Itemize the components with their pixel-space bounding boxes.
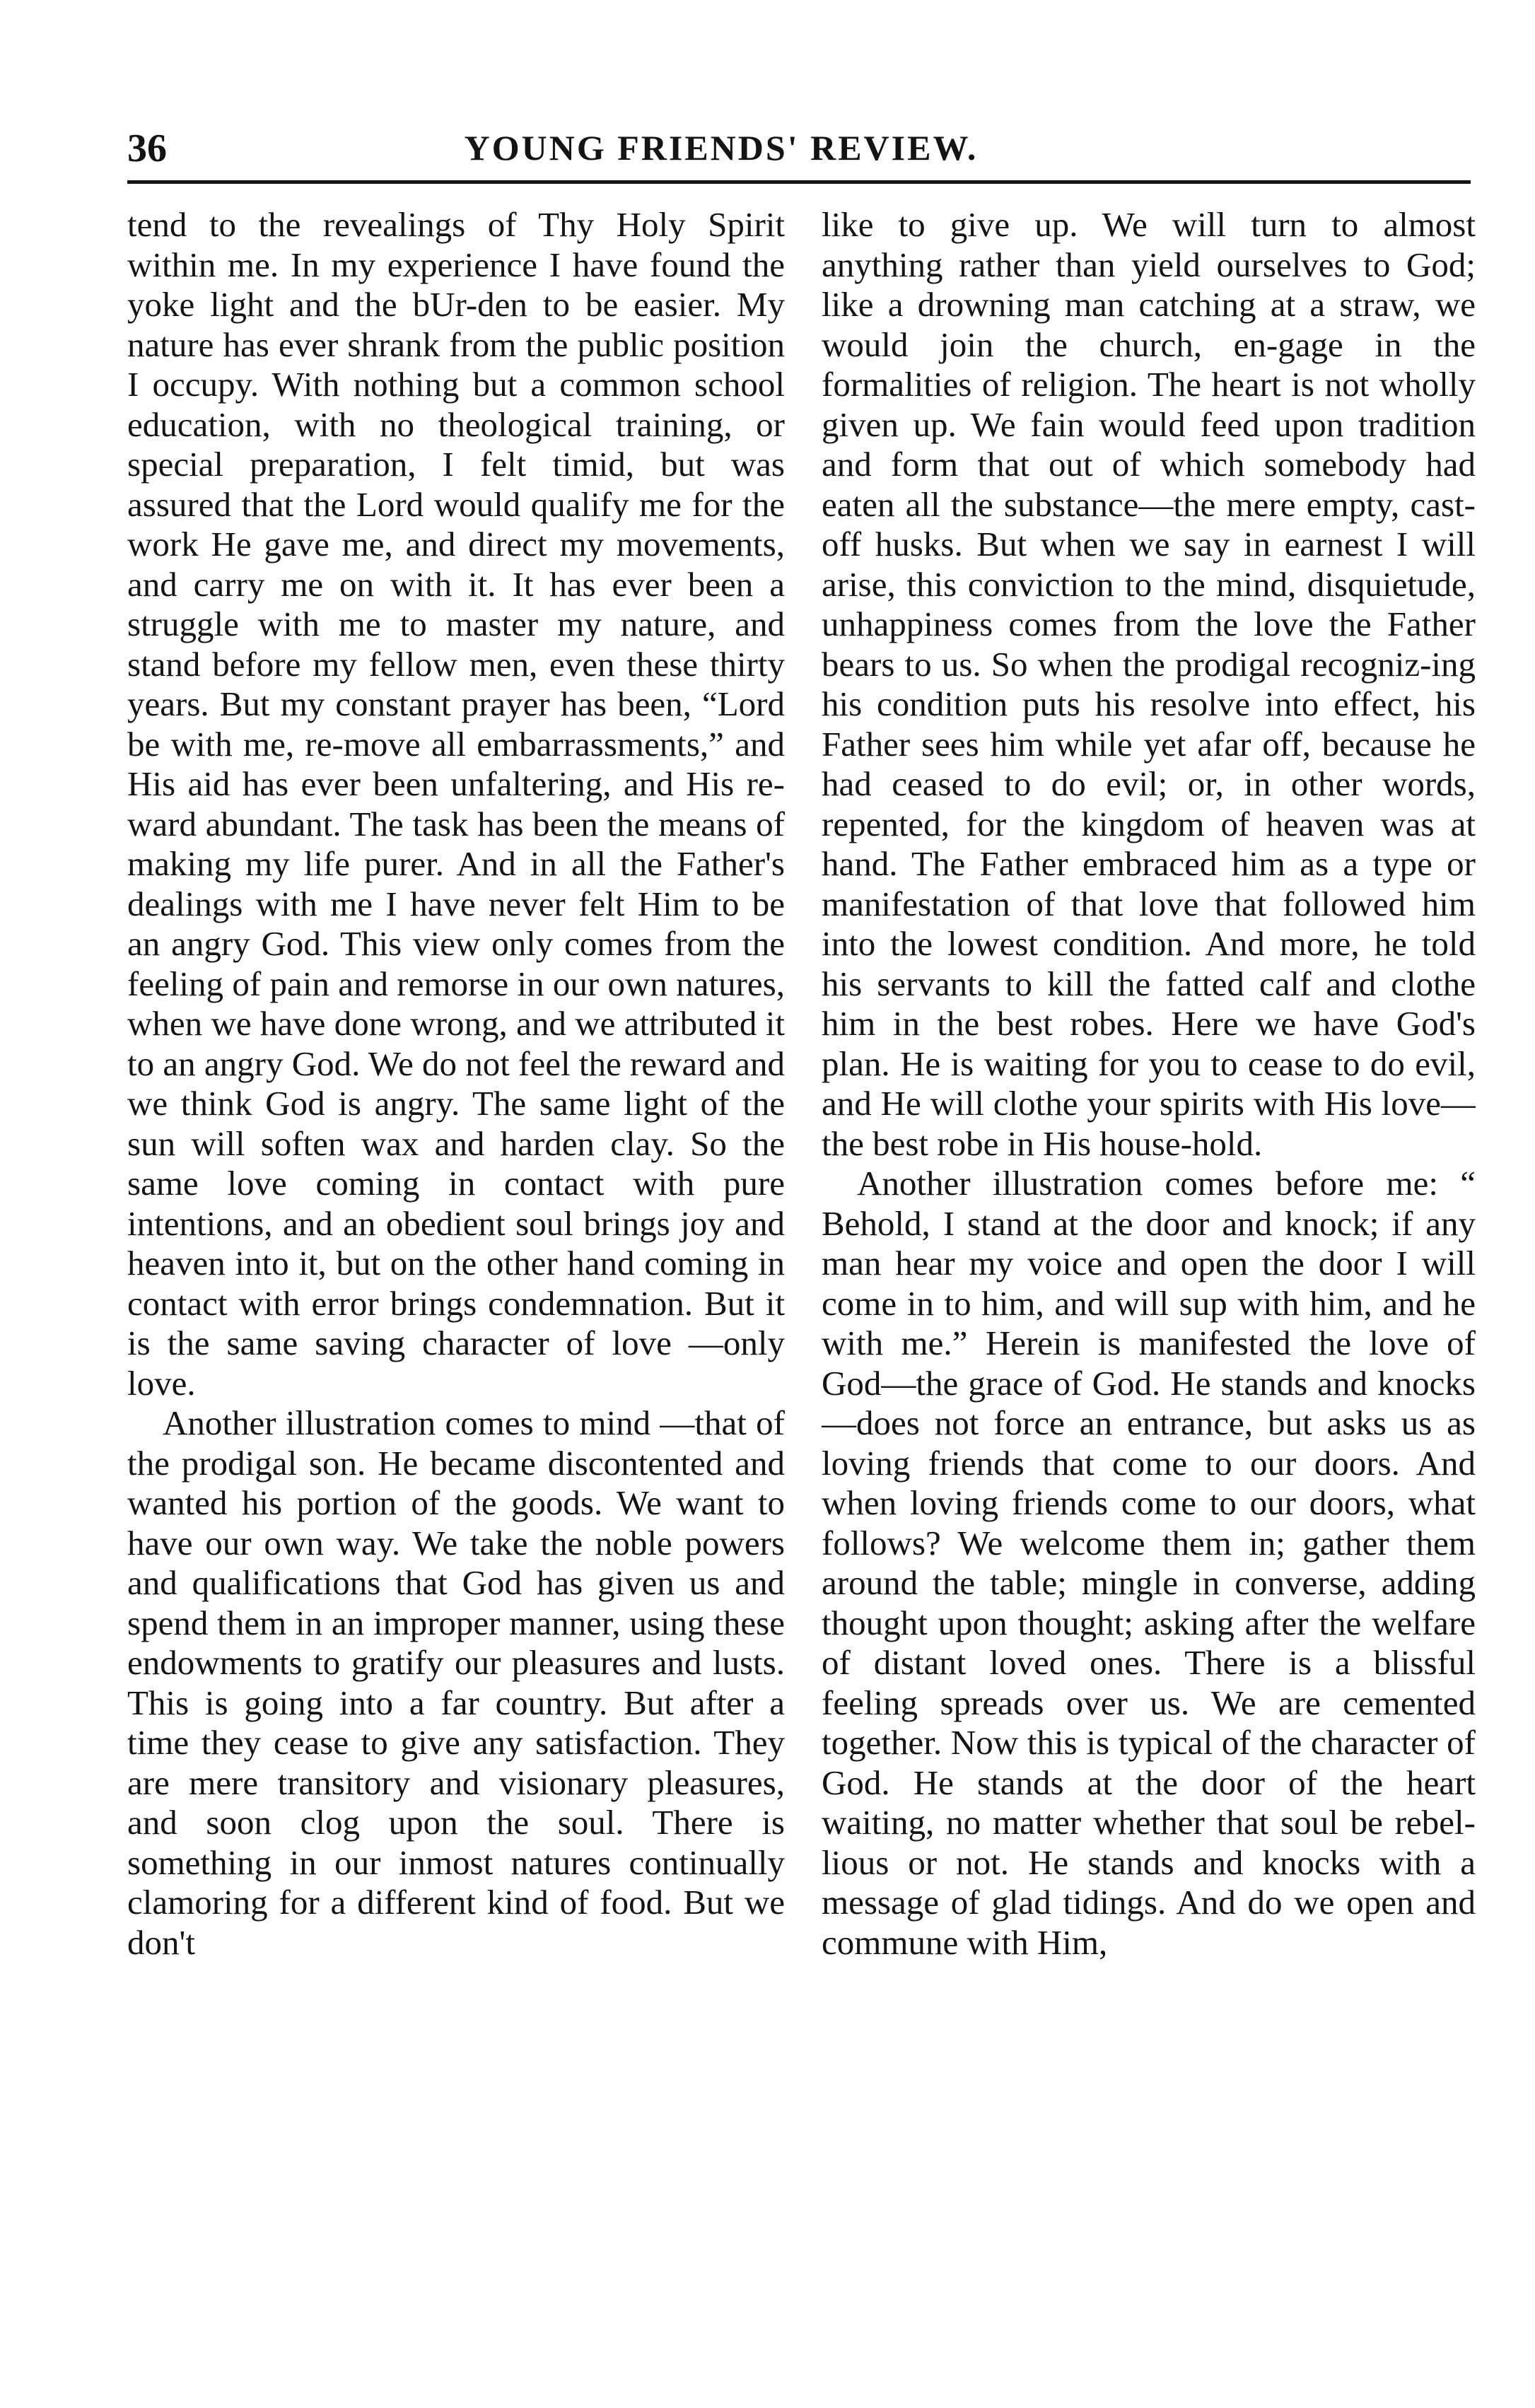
page-number: 36: [127, 127, 167, 170]
journal-title: YOUNG FRIENDS' REVIEW.: [464, 128, 979, 168]
left-column: [127, 205, 785, 2333]
right-column: [822, 205, 1476, 2333]
header-rule: [127, 180, 1471, 184]
running-head: [127, 119, 1471, 175]
paragraph: like to give up. We will turn to almost anything rather than yield ourselves to God; like a drowning man catching at a straw, we would join the church, en-gage in the formalities of religion. The heart is not wholly given up. We fain would feed upon tradition and form that out of which somebody had eaten all the substance—the mere empty, cast-off husks. But when we say in earnest I will arise, this conviction to the mind, disquietude, unhappiness comes from the love the Father bears to us. So when the prodigal recogniz-ing his condition puts his resolve into effect, his Father sees him while yet afar off, because he had ceased to do evil; or, in other words, repented, for the kingdom of heaven was at hand. The Father embraced him as a type or manifestation of that love that followed him into the lowest condition. And more, he told his servants to kill the fatted calf and clothe him in the best robes. Here we have God's plan. He is waiting for you to cease to do evil, and He will clothe your spirits with His love—the best robe in His house-hold.: [822, 205, 1476, 1163]
paragraph: Another illustration comes to mind —that of the prodigal son. He became discontented and wanted his portion of the goods. We want to have our own way. We take the noble powers and qualifications that God has given us and spend them in an improper manner, using these endowments to gratify our pleasures and lusts. This is going into a far country. But after a time they cease to give any satisfaction. They are mere transitory and visionary pleasures, and soon clog upon the soul. There is something in our inmost natures continually clamoring for a different kind of food. But we don't: [127, 1403, 785, 1962]
paragraph: tend to the revealings of Thy Holy Spirit within me. In my experience I have found the yoke light and the bUr-den to be easier. My nature has ever shrank from the public position I occupy. With nothing but a common school education, with no theological training, or special preparation, I felt timid, but was assured that the Lord would qualify me for the work He gave me, and direct my movements, and carry me on with it. It has ever been a struggle with me to master my nature, and stand before my fellow men, even these thirty years. But my constant prayer has been, “Lord be with me, re-move all embarrassments,” and His aid has ever been unfaltering, and His re-ward abundant. The task has been the means of making my life purer. And in all the Father's dealings with me I have never felt Him to be an angry God. This view only comes from the feeling of pain and remorse in our own natures, when we have done wrong, and we attributed it to an angry God. We do not feel the reward and we think God is angry. The same light of the sun will soften wax and harden clay. So the same love coming in contact with pure intentions, and an obedient soul brings joy and heaven into it, but on the other hand coming in contact with error brings condemnation. But it is the same saving character of love —only love.: [127, 205, 785, 1403]
paragraph: Another illustration comes before me: “ Behold, I stand at the door and knock; if any man hear my voice and open the door I will come in to him, and will sup with him, and he with me.” Herein is manifested the love of God—the grace of God. He stands and knocks—does not force an entrance, but asks us as loving friends that come to our doors. And when loving friends come to our doors, what follows? We welcome them in; gather them around the table; mingle in converse, adding thought upon thought; asking after the welfare of distant loved ones. There is a blissful feeling spreads over us. We are cemented together. Now this is typical of the character of God. He stands at the door of the heart waiting, no matter whether that soul be rebel-lious or not. He stands and knocks with a message of glad tidings. And do we open and commune with Him,: [822, 1164, 1476, 1962]
